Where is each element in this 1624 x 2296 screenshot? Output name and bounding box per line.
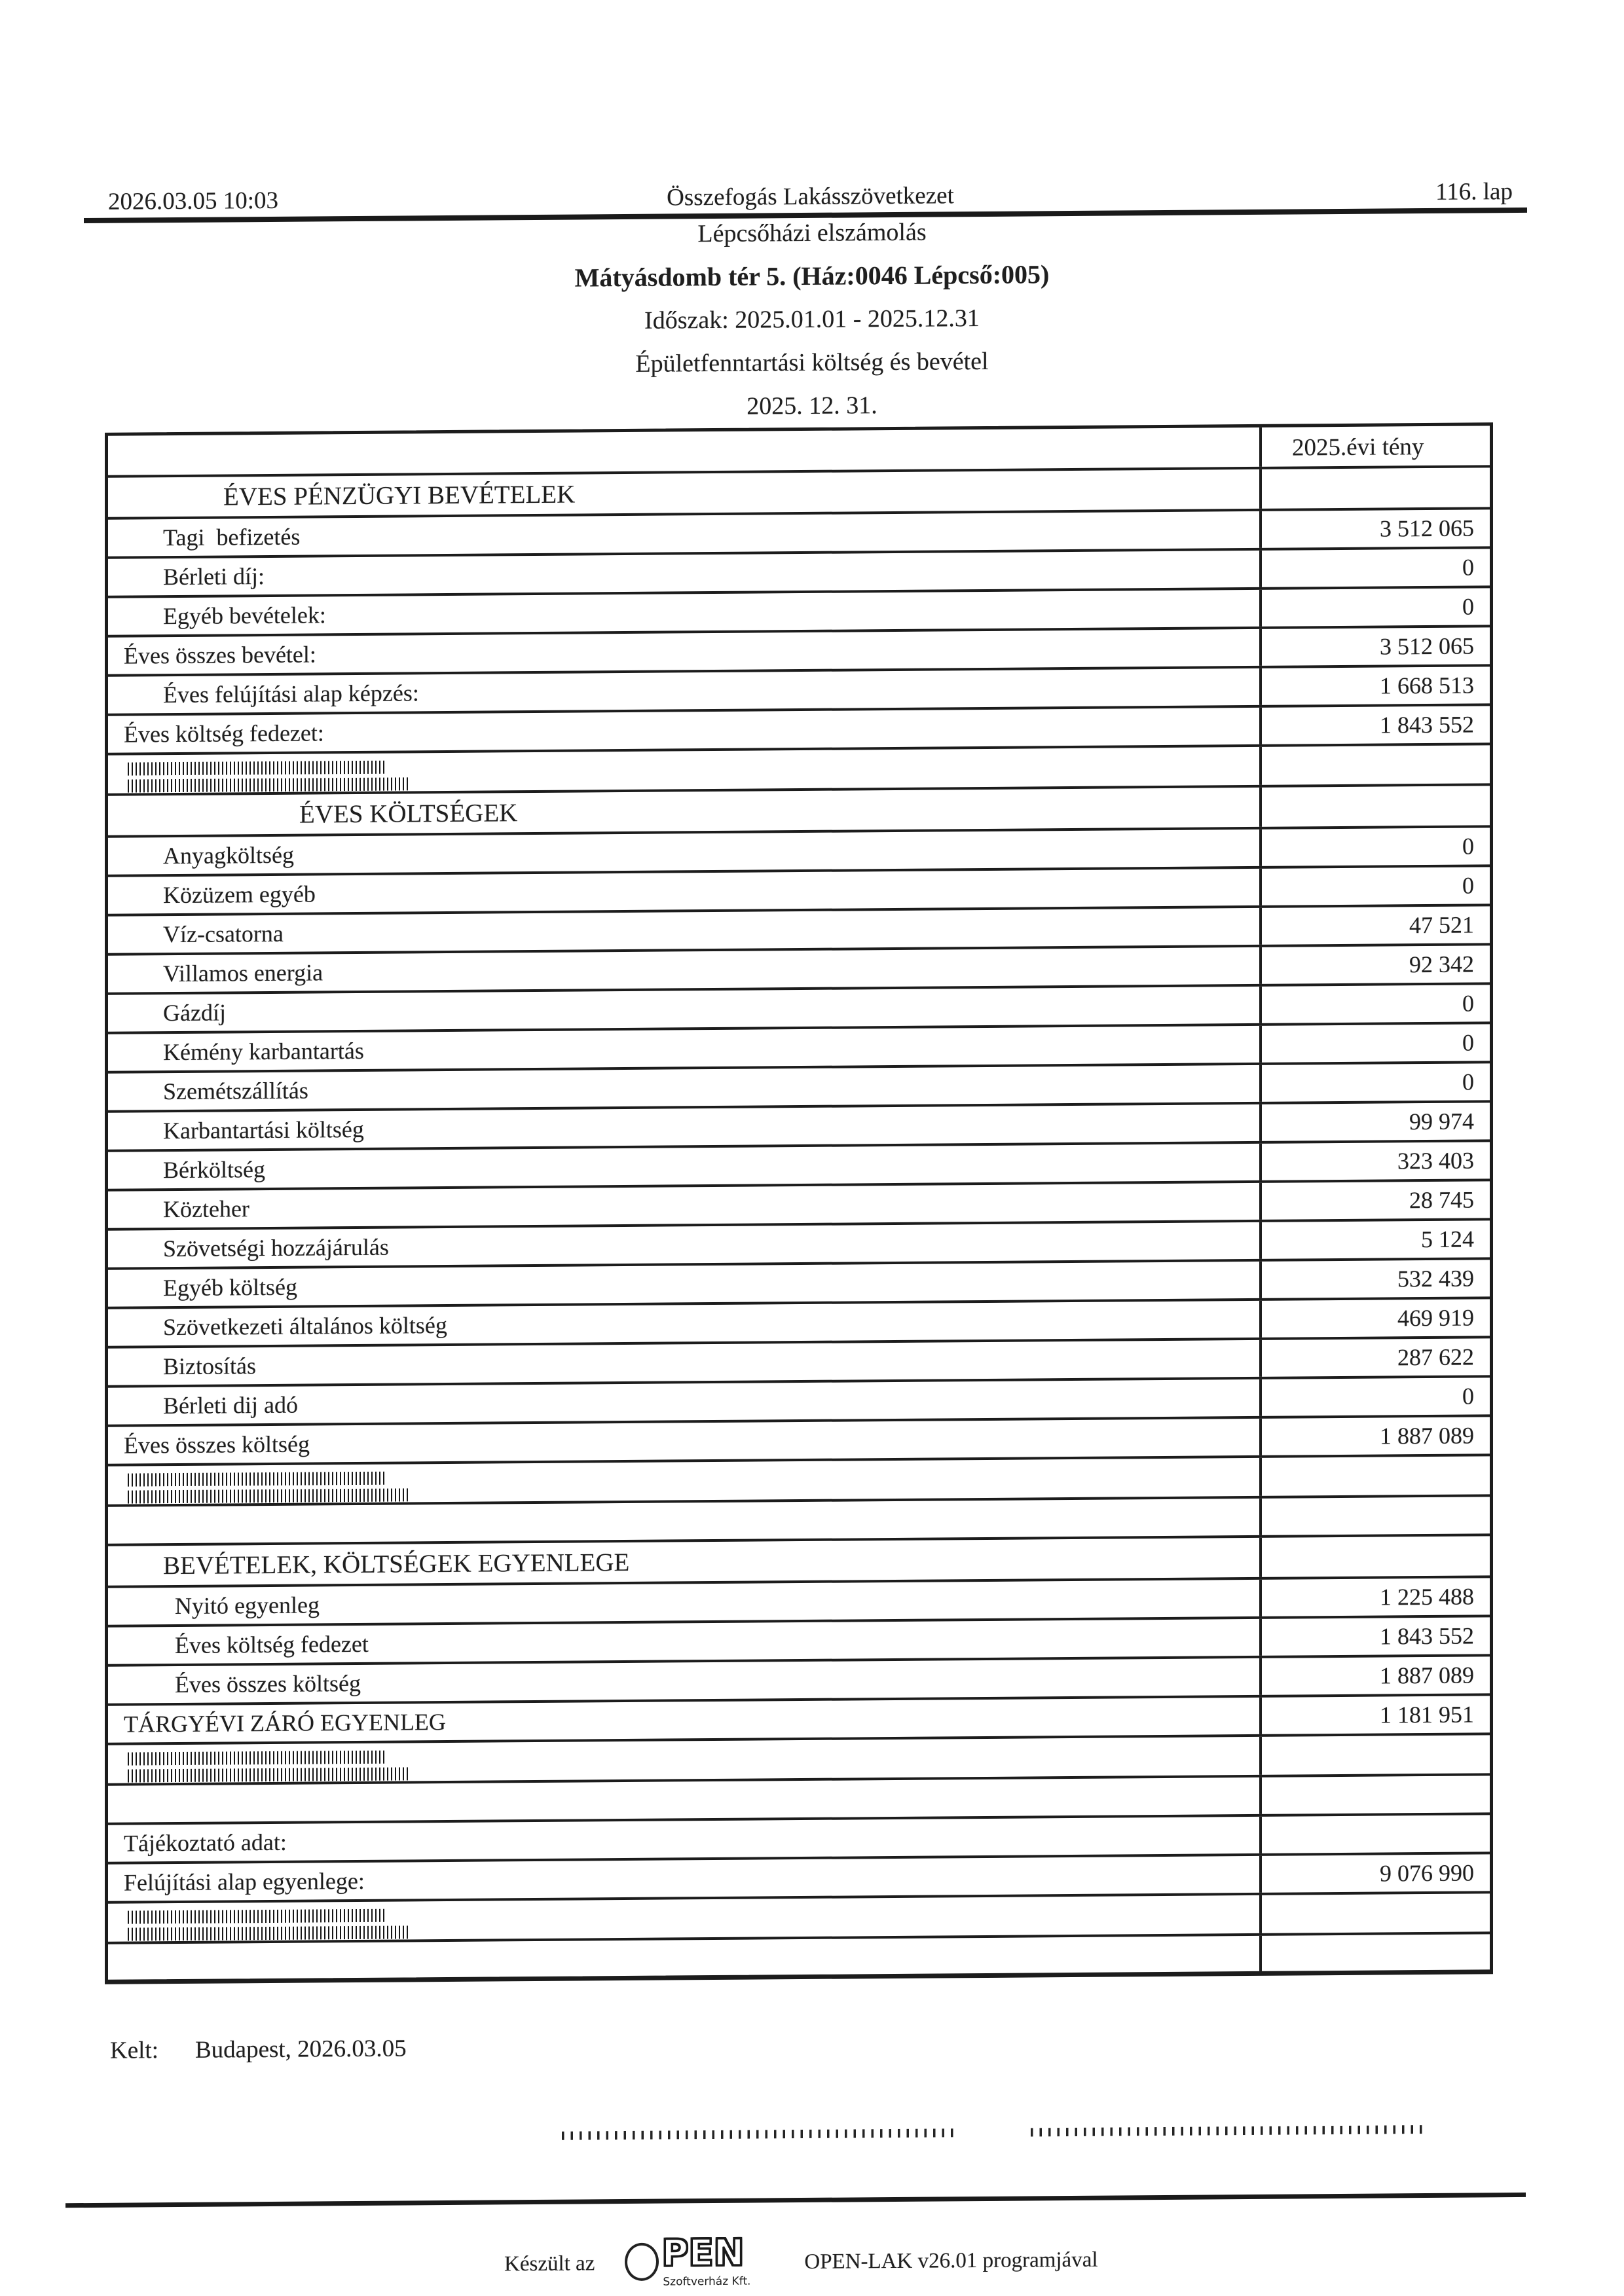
row-value: 469 919 [1259,1299,1490,1338]
open-logo-letters: PEN [661,2231,745,2275]
row-value: 1 843 552 [1259,1617,1490,1656]
credit-prefix: Készült az [504,2251,595,2276]
print-artifact-stripe [128,1925,411,1941]
program-credit-line [504,2233,1098,2291]
row-value: 1 225 488 [1259,1578,1490,1616]
print-artifact-stripe [128,1767,411,1782]
row-value: 1 668 513 [1259,666,1490,705]
row-value [1259,467,1490,509]
report-subtitle: Lépcsőházi elszámolás [697,218,927,248]
row-label: Tagi befizetés [163,523,301,551]
row-value: 99 974 [1259,1102,1490,1141]
row-label: Éves költség fedezet: [124,720,324,748]
page-number: 116. lap [1435,178,1513,206]
row-label: Egyéb bevételek: [163,602,326,630]
row-label: Közüzem egyéb [163,881,316,909]
row-label: Gázdíj [163,999,226,1027]
print-artifact-stripe [128,777,411,792]
organization-name: Összefogás Lakásszövetkezet [667,182,954,211]
row-value: 0 [1259,1377,1490,1416]
row-value: 0 [1259,1024,1490,1063]
row-label: Karbantartási költség [163,1116,364,1144]
row-label: Bérleti dij adó [163,1391,298,1419]
row-value: 0 [1259,1063,1490,1102]
row-label: Víz-csatorna [163,920,284,948]
row-label: Éves összes költség [124,1430,310,1459]
print-artifact-stripe [128,761,384,776]
row-label [108,1936,1259,1980]
row-label: Éves összes költség [175,1669,361,1698]
report-period: Időszak: 2025.01.01 - 2025.12.31 [644,304,980,335]
row-value [1259,1893,1490,1933]
row-value [1259,745,1490,785]
report-address-title: Mátyásdomb tér 5. (Ház:0046 Lépcső:005) [574,259,1050,293]
print-artifact-stripe [128,1909,384,1924]
row-label: Szövetségi hozzájárulás [163,1233,389,1262]
row-label: Szemétszállítás [163,1077,308,1105]
print-artifact-cell [108,1737,1259,1783]
print-timestamp: 2026.03.05 10:03 [108,187,279,215]
row-value: 47 521 [1259,906,1490,945]
report-title-block [0,206,1624,433]
row-value: 0 [1259,588,1490,627]
row-value [1259,1934,1490,1971]
dateline-label: Kelt: [110,2037,158,2064]
dateline-value: Budapest, 2026.03.05 [194,2035,407,2064]
row-label: Biztosítás [163,1353,256,1380]
row-value: 9 076 990 [1259,1854,1490,1893]
row-label: BEVÉTELEK, KÖLTSÉGEK EGYENLEGE [163,1548,630,1580]
row-value: 3 512 065 [1259,627,1490,666]
dateline [110,2034,407,2064]
row-label: Közteher [163,1195,249,1223]
row-value [1259,1536,1490,1577]
row-value [1259,1497,1490,1535]
print-artifact-stripe [128,1751,384,1766]
row-label: ÉVES KÖLTSÉGEK [299,799,518,829]
print-artifact-cell [108,1895,1259,1942]
financial-table [105,422,1493,1984]
header-empty-cell [108,428,1259,475]
row-value: 532 439 [1259,1260,1490,1298]
table-body [108,467,1490,1979]
open-logo-subtext: Szoftverház Kft. [663,2274,751,2289]
row-value [1259,1735,1490,1775]
row-label: Bérköltség [163,1156,265,1184]
row-value: 287 622 [1259,1338,1490,1377]
row-value: 1 887 089 [1259,1417,1490,1455]
row-label: Anyagköltség [163,841,294,869]
signature-line-right [1031,2125,1424,2136]
row-value: 92 342 [1259,945,1490,984]
signature-line-left [562,2128,956,2140]
footer-rule [65,2193,1526,2208]
row-value: 323 403 [1259,1142,1490,1180]
row-value [1259,1456,1490,1496]
row-label: Tájékoztató adat: [124,1829,287,1857]
value-column-header: 2025.évi tény [1259,426,1490,467]
row-value: 5 124 [1259,1220,1490,1259]
open-software-logo [625,2231,774,2290]
row-value: 0 [1259,867,1490,905]
row-value: 1 843 552 [1259,706,1490,744]
row-label: Villamos energia [163,959,323,987]
row-value: 28 745 [1259,1181,1490,1220]
row-value: 1 887 089 [1259,1656,1490,1695]
row-label [108,1777,1259,1823]
row-label: TÁRGYÉVI ZÁRÓ EGYENLEG [124,1709,446,1738]
row-value: 0 [1259,985,1490,1023]
row-value: 3 512 065 [1259,509,1490,548]
print-artifact-cell [108,1458,1259,1504]
row-value [1259,786,1490,827]
row-label: ÉVES PÉNZÜGYI BEVÉTELEK [223,480,576,511]
row-label: Egyéb költség [163,1273,297,1302]
row-label: Nyitó egyenleg [175,1592,320,1620]
row-value: 0 [1259,549,1490,587]
row-label: Éves felújítási alap képzés: [163,680,419,708]
row-value: 0 [1259,828,1490,866]
print-artifact-stripe [128,1488,411,1503]
row-label: Felújítási alap egyenlege: [124,1867,365,1896]
row-label: Kémény karbantartás [163,1037,364,1066]
row-label [108,1499,1259,1544]
credit-suffix: OPEN-LAK v26.01 programjával [804,2248,1098,2274]
report-date: 2025. 12. 31. [747,392,877,420]
row-value [1259,1776,1490,1814]
row-label: Bérleti díj: [163,563,265,591]
report-type: Épületfenntartási költség és bevétel [635,347,989,378]
print-artifact-cell [108,747,1259,793]
print-artifact-stripe [128,1472,384,1487]
row-label: Éves költség fedezet [175,1630,369,1659]
row-value [1259,1815,1490,1853]
open-logo-o-icon [625,2243,659,2281]
row-label: Éves összes bevétel: [124,641,316,669]
row-label: Szövetkezeti általános költség [163,1311,447,1341]
row-value: 1 181 951 [1259,1696,1490,1734]
